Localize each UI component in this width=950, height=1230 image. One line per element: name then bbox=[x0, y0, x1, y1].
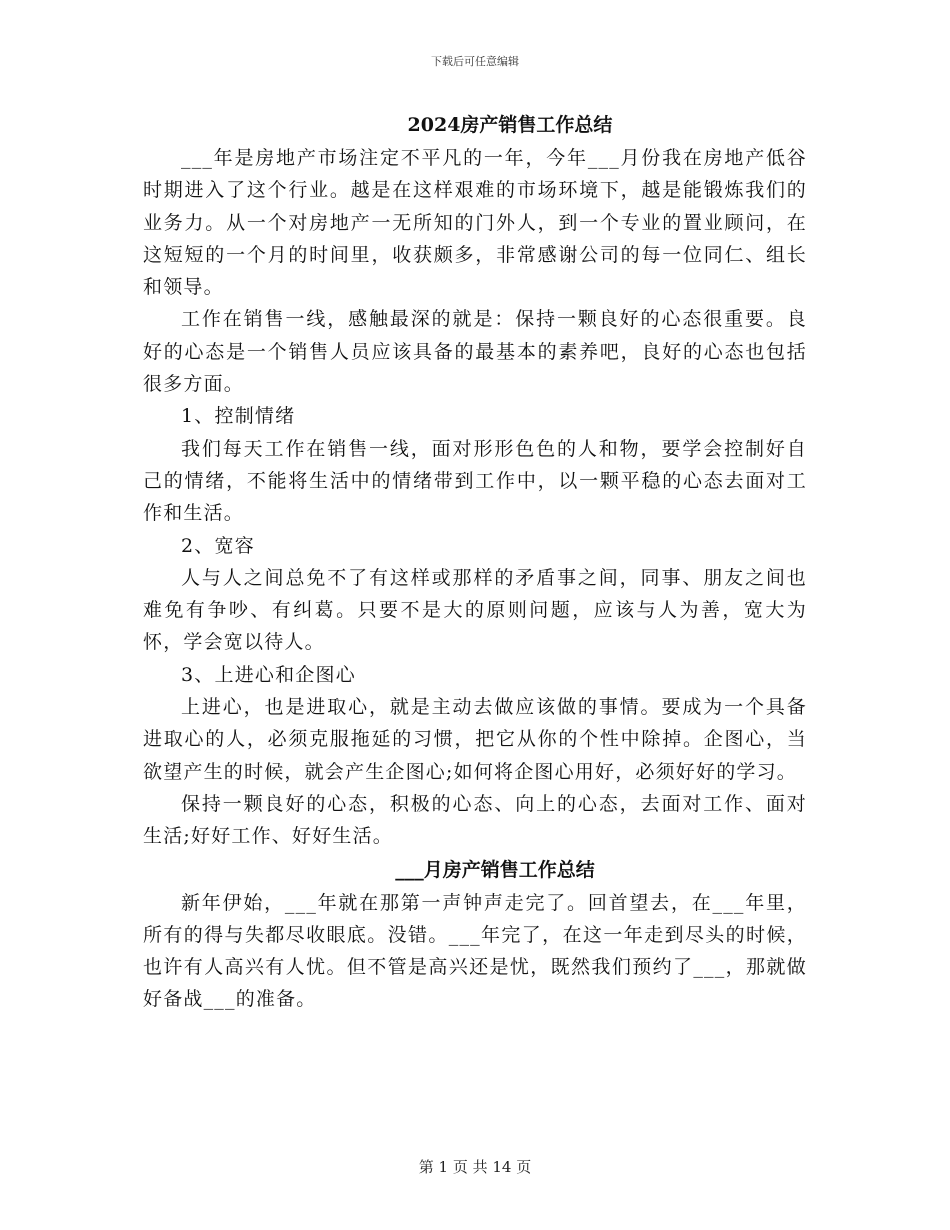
document-body bbox=[143, 108, 807, 1016]
paragraph-tolerance: 人与人之间总免不了有这样或那样的矛盾事之间，同事、朋友之间也难免有争吵、有纠葛。只要不是大的原则问题，应该与人为善，宽大为怀，学会宽以待人。 bbox=[143, 566, 807, 654]
paragraph-mindset: 工作在销售一线，感触最深的就是：保持一颗良好的心态很重要。良好的心态是一个销售人员应该具备的最基本的素养吧，良好的心态也包括很多方面。 bbox=[143, 308, 807, 396]
paragraph-intro: ___年是房地产市场注定不平凡的一年，今年___月份我在房地产低谷时期进入了这个行业。越是在这样艰难的市场环境下，越是能锻炼我们的业务力。从一个对房地产一无所知的门外人，到一个专业的置业顾问，在这短短的一个月的时间里，收获颇多，非常感谢公司的每一位同仁、组长和领导。 bbox=[143, 147, 807, 299]
heading-control-emotion: 1、控制情绪 bbox=[181, 405, 296, 428]
document-title: 2024房产销售工作总结 bbox=[407, 114, 613, 136]
paragraph-ambition: 上进心，也是进取心，就是主动去做应该做的事情。要成为一个具备进取心的人，必须克服拖延的习惯，把它从你的个性中除掉。企图心，当欲望产生的时候，就会产生企图心;如何将企图心用好，必须好好的学习。 bbox=[143, 696, 807, 783]
section-title-monthly: ___月房产销售工作总结 bbox=[395, 858, 595, 881]
paragraph-new-year: 新年伊始，___年就在那第一声钟声走完了。回首望去，在___年里，所有的得与失都尽收眼底。没错。___年完了，在这一年走到尽头的时候，也许有人高兴有人忧。但不管是高兴还是忧，既然我们预约了___，那就做好备战___的准备。 bbox=[143, 891, 807, 1011]
header-note: 下载后可任意编辑 bbox=[431, 55, 519, 68]
paragraph-conclusion: 保持一颗良好的心态，积极的心态、向上的心态，去面对工作、面对生活;好好工作、好好生活。 bbox=[143, 792, 807, 848]
paragraph-control-emotion: 我们每天工作在销售一线，面对形形色色的人和物，要学会控制好自己的情绪，不能将生活中的情绪带到工作中，以一颗平稳的心态去面对工作和生活。 bbox=[143, 437, 807, 525]
heading-tolerance: 2、宽容 bbox=[181, 534, 255, 557]
heading-ambition: 3、上进心和企图心 bbox=[181, 663, 356, 686]
page-number: 第 1 页 共 14 页 bbox=[418, 1158, 532, 1176]
